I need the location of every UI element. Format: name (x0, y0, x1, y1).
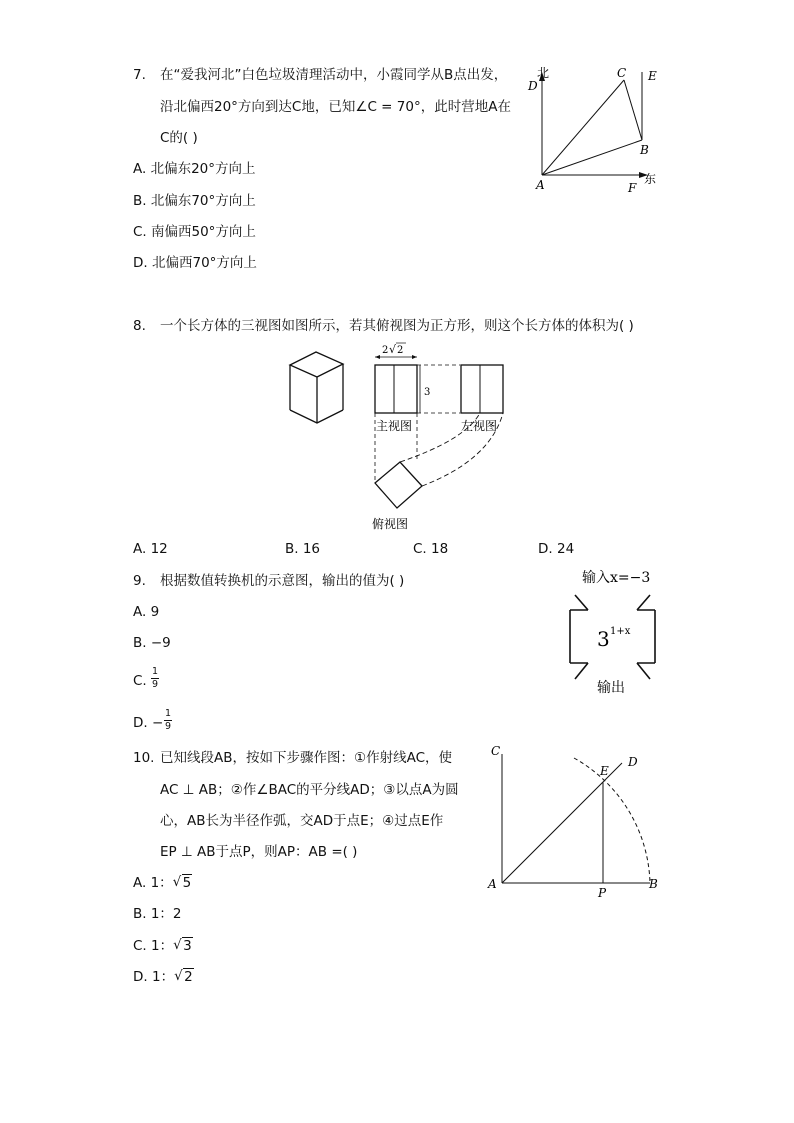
q9-input-label: 输入x=−3 (582, 570, 651, 586)
q7-label-e: E (648, 69, 657, 83)
q8-height-label: 3 (424, 387, 431, 398)
q7-label-a: A (536, 178, 545, 192)
q9-option-d-fraction (164, 709, 172, 732)
q10-construction-figure (480, 740, 670, 905)
q9-formula-base: 3 (597, 627, 610, 651)
q8-top-view-label: 俯视图 (372, 517, 409, 531)
q8-width-radical-sign: √ (389, 343, 397, 356)
q7-option-a[interactable]: A. 北偏东20°方向上 (133, 161, 256, 177)
q10-option-a[interactable] (133, 874, 192, 892)
q8-option-d[interactable]: D. 24 (538, 541, 575, 557)
q9-option-c-prefix: C. (133, 673, 147, 689)
q9-option-d-prefix: D. − (133, 715, 164, 731)
q7-option-c[interactable]: C. 南偏西50°方向上 (133, 224, 256, 240)
q7-option-b[interactable]: B. 北偏东70°方向上 (133, 193, 256, 209)
q7-number: 7. (133, 67, 146, 83)
q8-front-view-label: 主视图 (376, 419, 413, 433)
q10-option-a-radicand: 5 (182, 875, 192, 891)
q8-option-a[interactable]: A. 12 (133, 541, 168, 557)
q10-option-b[interactable]: B. 1：2 (133, 906, 182, 922)
q7-option-d[interactable]: D. 北偏西70°方向上 (133, 255, 257, 271)
q7-label-d: D (528, 79, 538, 93)
q9-option-c-fraction (151, 667, 159, 690)
q7-label-b: B (640, 143, 649, 157)
q10-stem-line1: 已知线段AB，按如下步骤作图：①作射线AC，使 (160, 750, 453, 766)
q8-width-coef: 2 (382, 345, 389, 356)
q9-option-d-numerator: 1 (164, 708, 172, 719)
q7-label-north: 北 (537, 66, 550, 80)
q10-label-c: C (491, 744, 501, 758)
q10-option-d-prefix: D. 1： (133, 969, 175, 985)
q8-number: 8. (133, 318, 146, 334)
q10-option-c-radicand: 3 (183, 938, 192, 954)
q9-converter-figure (560, 565, 670, 700)
q10-option-a-prefix: A. 1： (133, 875, 173, 891)
q9-option-d-denominator: 9 (164, 721, 172, 732)
q10-label-p: P (598, 886, 607, 900)
q9-option-a[interactable]: A. 9 (133, 604, 160, 620)
q7-label-c: C (617, 66, 627, 80)
q9-option-c-numerator: 1 (151, 666, 159, 677)
q7-label-f: F (628, 181, 637, 195)
q8-option-c[interactable]: C. 18 (413, 541, 449, 557)
q10-option-d[interactable] (133, 968, 194, 986)
q10-label-d: D (628, 755, 638, 769)
q9-option-b[interactable]: B. −9 (133, 635, 171, 651)
q9-option-d[interactable] (133, 714, 163, 732)
q10-stem-line2: AC ⊥ AB；②作∠BAC的平分线AD；③以点A为圆 (160, 782, 459, 798)
q7-stem-line3: C的( ) (160, 130, 198, 146)
q10-label-a: A (488, 877, 497, 891)
q8-left-view-label: 左视图 (461, 419, 498, 433)
q8-option-b[interactable]: B. 16 (285, 541, 321, 557)
q8-three-view-figure (280, 340, 520, 535)
q9-output-label: 输出 (597, 680, 625, 696)
q10-stem-line3: 心，AB长为半径作弧，交AD于点E；④过点E作 (160, 813, 444, 829)
q9-formula-exponent: 1+x (610, 626, 631, 637)
q8-width-radicand: 2 (397, 345, 404, 356)
q10-option-c[interactable] (133, 937, 193, 955)
q10-label-b: B (649, 877, 658, 891)
q10-number: 10. (133, 750, 155, 766)
q9-option-c[interactable] (133, 672, 147, 690)
q9-number: 9. (133, 573, 146, 589)
q9-option-c-denominator: 9 (151, 679, 159, 690)
q7-label-east: 东 (644, 172, 657, 186)
q8-stem: 一个长方体的三视图如图所示，若其俯视图为正方形，则这个长方体的体积为( ) (160, 318, 634, 334)
q7-stem-line1: 在“爱我河北”白色垃圾清理活动中，小霞同学从B点出发， (160, 67, 508, 83)
q7-stem-line2: 沿北偏西20°方向到达C地，已知∠C = 70°，此时营地A在 (160, 99, 511, 115)
q10-option-c-prefix: C. 1： (133, 938, 174, 954)
q9-stem: 根据数值转换机的示意图，输出的值为( ) (160, 573, 405, 589)
q10-stem-line4: EP ⊥ AB于点P，则AP：AB =( ) (160, 844, 358, 860)
q10-label-e: E (600, 764, 609, 778)
q10-option-d-radicand: 2 (184, 969, 193, 985)
q7-direction-figure (520, 60, 670, 200)
